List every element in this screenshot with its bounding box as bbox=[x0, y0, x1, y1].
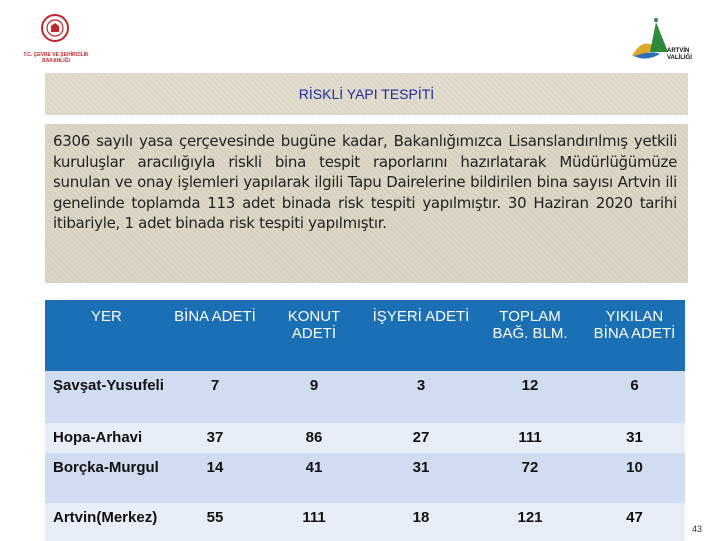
page-number: 43 bbox=[692, 524, 703, 534]
cell-yer: Borçka-Murgul bbox=[45, 453, 168, 503]
cell-yikilan: 6 bbox=[584, 371, 685, 423]
cell-yer: Şavşat-Yusufeli bbox=[45, 371, 168, 423]
ministry-logo-label: T.C. ÇEVRE VE ŞEHİRCİLİK BAKANLIĞI bbox=[23, 52, 89, 64]
cell-konut: 111 bbox=[262, 503, 366, 541]
cell-konut: 9 bbox=[262, 371, 366, 423]
cell-yikilan: 47 bbox=[584, 503, 685, 541]
ministry-emblem-icon bbox=[40, 12, 70, 48]
cell-isyeri: 31 bbox=[366, 453, 476, 503]
cell-toplam: 121 bbox=[476, 503, 584, 541]
cell-bina: 7 bbox=[168, 371, 262, 423]
header-yer: YER bbox=[45, 300, 168, 371]
cell-toplam: 12 bbox=[476, 371, 584, 423]
cell-isyeri: 3 bbox=[366, 371, 476, 423]
description-box bbox=[45, 124, 688, 283]
cell-yikilan: 31 bbox=[584, 423, 685, 453]
cell-konut: 41 bbox=[262, 453, 366, 503]
header-konut-adeti: KONUT ADETİ bbox=[262, 300, 366, 371]
page-title: RİSKLİ YAPI TESPİTİ bbox=[298, 86, 435, 102]
cell-bina: 37 bbox=[168, 423, 262, 453]
title-band bbox=[45, 73, 688, 115]
cell-konut: 86 bbox=[262, 423, 366, 453]
table-header-row bbox=[45, 300, 685, 371]
cell-toplam: 72 bbox=[476, 453, 584, 503]
cell-bina: 14 bbox=[168, 453, 262, 503]
header-yikilan-bina-adeti: YIKILAN BİNA ADETİ bbox=[584, 300, 685, 371]
cell-isyeri: 27 bbox=[366, 423, 476, 453]
table-row bbox=[45, 371, 685, 423]
risk-table bbox=[45, 300, 685, 541]
header-toplam-bag-blm: TOPLAM BAĞ. BLM. bbox=[476, 300, 584, 371]
header-isyeri-adeti: İŞYERİ ADETİ bbox=[366, 300, 476, 371]
description-paragraph: 6306 sayılı yasa çerçevesinde bugüne kadar, Bakanlığımızca Lisanslandırılmış yetkili kuruluşlar aracılığıyla riskli bina tespit raporlarını hazırlatarak Müdürlüğümüze sunulan ve onay işlemleri yapılarak ilgili Tapu Dairelerine bildirilen bina sayısı Artvin ili genelinde toplamda 113 adet binada risk tespiti yapılmıştır. 30 Haziran 2020 tarihi itibariyle, 1 adet binada risk tespiti yapılmıştır. bbox=[53, 132, 677, 232]
cell-yikilan: 10 bbox=[584, 453, 685, 503]
table-row bbox=[45, 453, 685, 503]
artvin-logo bbox=[612, 8, 712, 64]
cell-yer: Artvin(Merkez) bbox=[45, 503, 168, 541]
table-row bbox=[45, 503, 685, 541]
cell-yer: Hopa-Arhavi bbox=[45, 423, 168, 453]
cell-isyeri: 18 bbox=[366, 503, 476, 541]
artvin-logo-label: ARTVİN VALİLİĞİ bbox=[667, 48, 692, 61]
table-row bbox=[45, 423, 685, 453]
cell-bina: 55 bbox=[168, 503, 262, 541]
cell-toplam: 111 bbox=[476, 423, 584, 453]
ministry-logo bbox=[20, 12, 92, 66]
header-bina-adeti: BİNA ADETİ bbox=[168, 300, 262, 371]
